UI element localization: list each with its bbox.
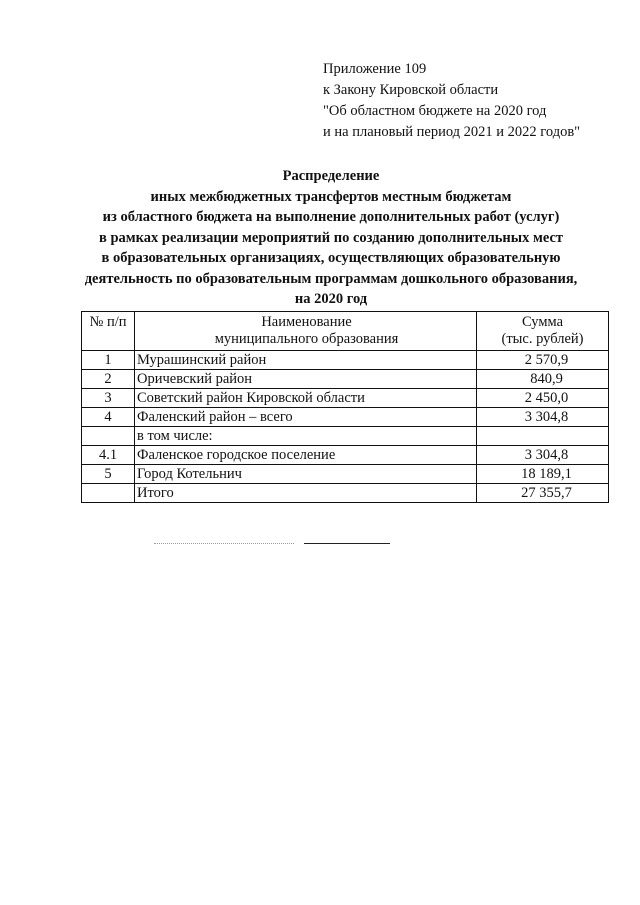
table-row — [82, 408, 609, 427]
total-label: Итого — [135, 484, 477, 503]
row-number: 4.1 — [82, 446, 135, 465]
row-number: 1 — [82, 351, 135, 370]
appendix-reference — [323, 59, 580, 143]
row-number — [82, 427, 135, 446]
row-municipality: в том числе: — [135, 427, 477, 446]
distribution-table — [81, 311, 609, 503]
row-number: 2 — [82, 370, 135, 389]
row-number: 5 — [82, 465, 135, 484]
header-sum — [477, 312, 609, 351]
row-sum: 3 304,8 — [477, 408, 609, 427]
row-municipality: Советский район Кировской области — [135, 389, 477, 408]
title-line: в образовательных организациях, осуществляющих образовательную — [101, 250, 561, 266]
row-municipality: Город Котельнич — [135, 465, 477, 484]
title-line: из областного бюджета на выполнение дополнительных работ (услуг) — [102, 209, 560, 225]
row-sum — [477, 427, 609, 446]
header-sum-line2: (тыс. рублей) — [501, 331, 584, 347]
table-total-row — [82, 484, 609, 503]
row-sum: 18 189,1 — [477, 465, 609, 484]
table-row — [82, 427, 609, 446]
row-municipality: Фаленский район – всего — [135, 408, 477, 427]
row-municipality: Оричевский район — [135, 370, 477, 389]
row-sum: 2 450,0 — [477, 389, 609, 408]
row-number — [82, 484, 135, 503]
header-municipality-line1: Наименование — [261, 314, 352, 330]
closing-divider-dotted — [154, 543, 294, 544]
title-line: Распределение — [282, 168, 380, 184]
appendix-law: к Закону Кировской области — [323, 82, 499, 98]
closing-divider — [154, 543, 390, 544]
table-row — [82, 351, 609, 370]
total-sum: 27 355,7 — [477, 484, 609, 503]
closing-divider-solid — [304, 543, 390, 544]
title-line: в рамках реализации мероприятий по созданию дополнительных мест — [98, 229, 564, 246]
header-municipality — [135, 312, 477, 351]
appendix-number: Приложение 109 — [323, 61, 427, 77]
row-sum: 840,9 — [477, 370, 609, 389]
title-line: на 2020 год — [294, 291, 368, 307]
table-row — [82, 389, 609, 408]
header-municipality-line2: муниципального образования — [214, 331, 399, 347]
title-line: деятельность по образовательным программам дошкольного образования, — [84, 270, 578, 287]
row-number: 3 — [82, 389, 135, 408]
header-number: № п/п — [82, 312, 135, 351]
table-header-row — [82, 312, 609, 351]
appendix-law-title: "Об областном бюджете на 2020 год — [323, 103, 547, 119]
row-sum: 2 570,9 — [477, 351, 609, 370]
row-municipality: Фаленское городское поселение — [135, 446, 477, 465]
table-row — [82, 370, 609, 389]
header-sum-line1: Сумма — [521, 314, 564, 330]
document-title — [0, 166, 640, 310]
row-sum: 3 304,8 — [477, 446, 609, 465]
table-row — [82, 465, 609, 484]
table-row — [82, 446, 609, 465]
row-number: 4 — [82, 408, 135, 427]
appendix-law-period: и на плановый период 2021 и 2022 годов" — [323, 124, 581, 140]
title-line: иных межбюджетных трансфертов местным бюджетам — [150, 188, 512, 205]
row-municipality: Мурашинский район — [135, 351, 477, 370]
